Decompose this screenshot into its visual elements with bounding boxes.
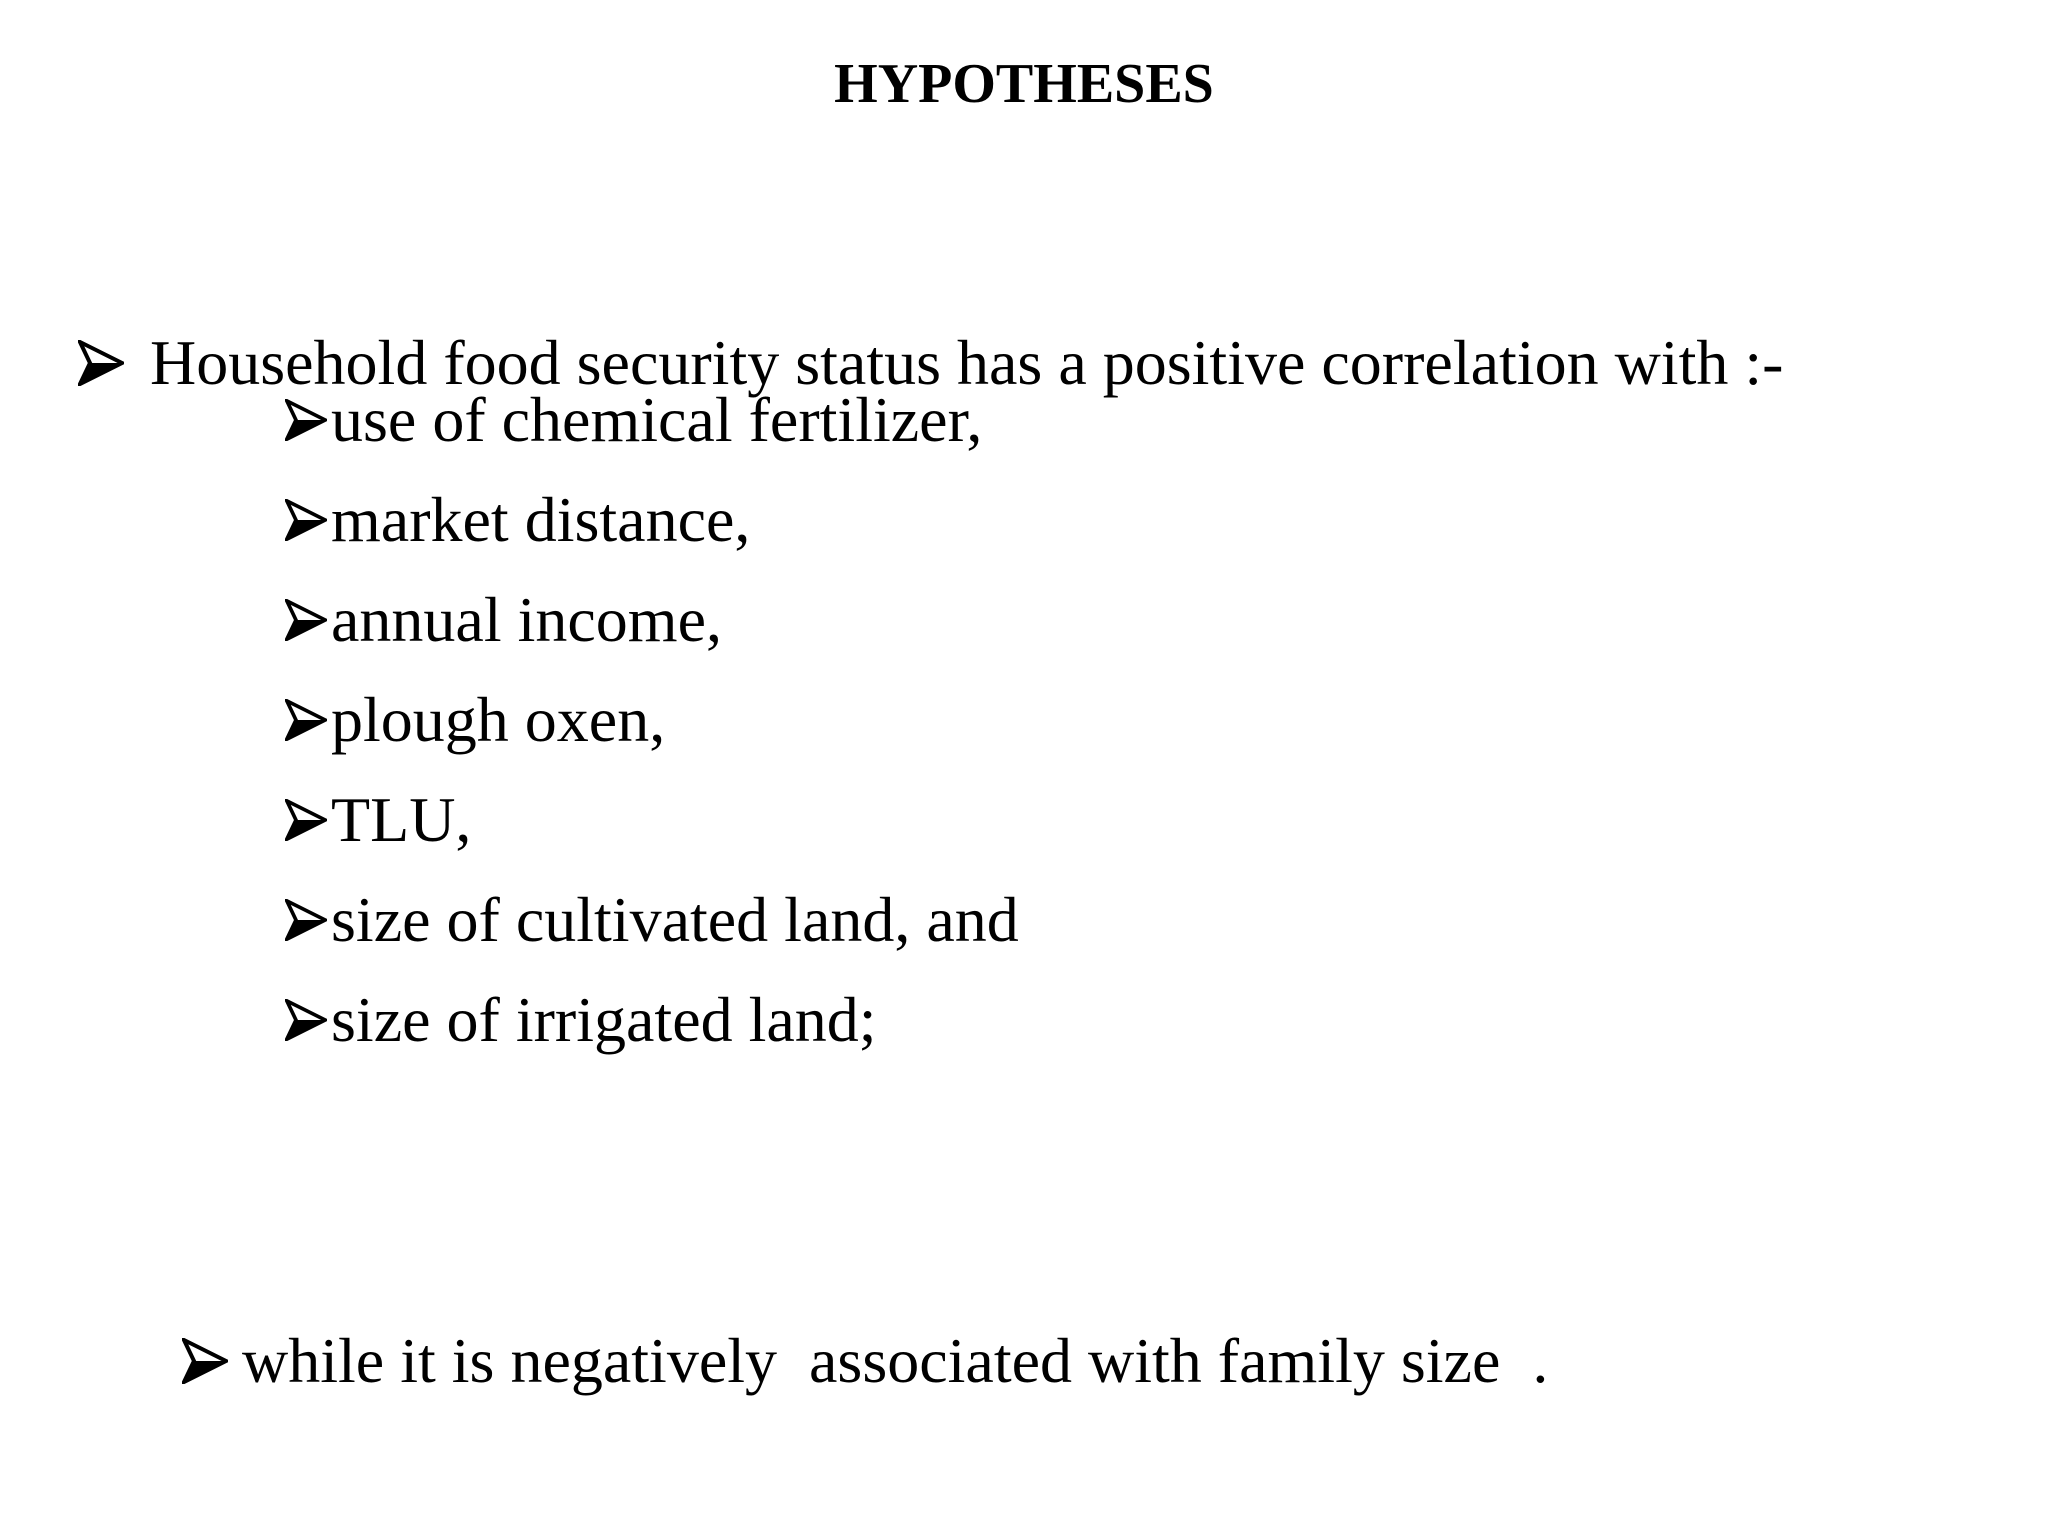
list-item: [285, 970, 1019, 1070]
closing-point: [182, 1170, 1548, 1536]
arrowhead-bullet-icon: [285, 831, 331, 1209]
closing-point-text: while it is negatively associated with family size .: [242, 1325, 1549, 1396]
arrowhead-bullet-icon: [78, 172, 150, 554]
list-item-text: annual income,: [331, 584, 722, 655]
list-item-text: size of cultivated land, and: [331, 884, 1019, 955]
list-item-text: market distance,: [331, 484, 751, 555]
list-item-text: TLU,: [331, 784, 472, 855]
sub-point-list: [285, 370, 1019, 1070]
main-point-text: Household food security status has a positive correlation with :-: [150, 327, 1784, 398]
arrowhead-bullet-icon: [182, 1170, 242, 1536]
list-item-text: plough oxen,: [331, 684, 666, 755]
list-item-text: use of chemical fertilizer,: [331, 384, 983, 455]
list-item-text: size of irrigated land;: [331, 984, 877, 1055]
slide-title: HYPOTHESES: [834, 53, 1214, 115]
